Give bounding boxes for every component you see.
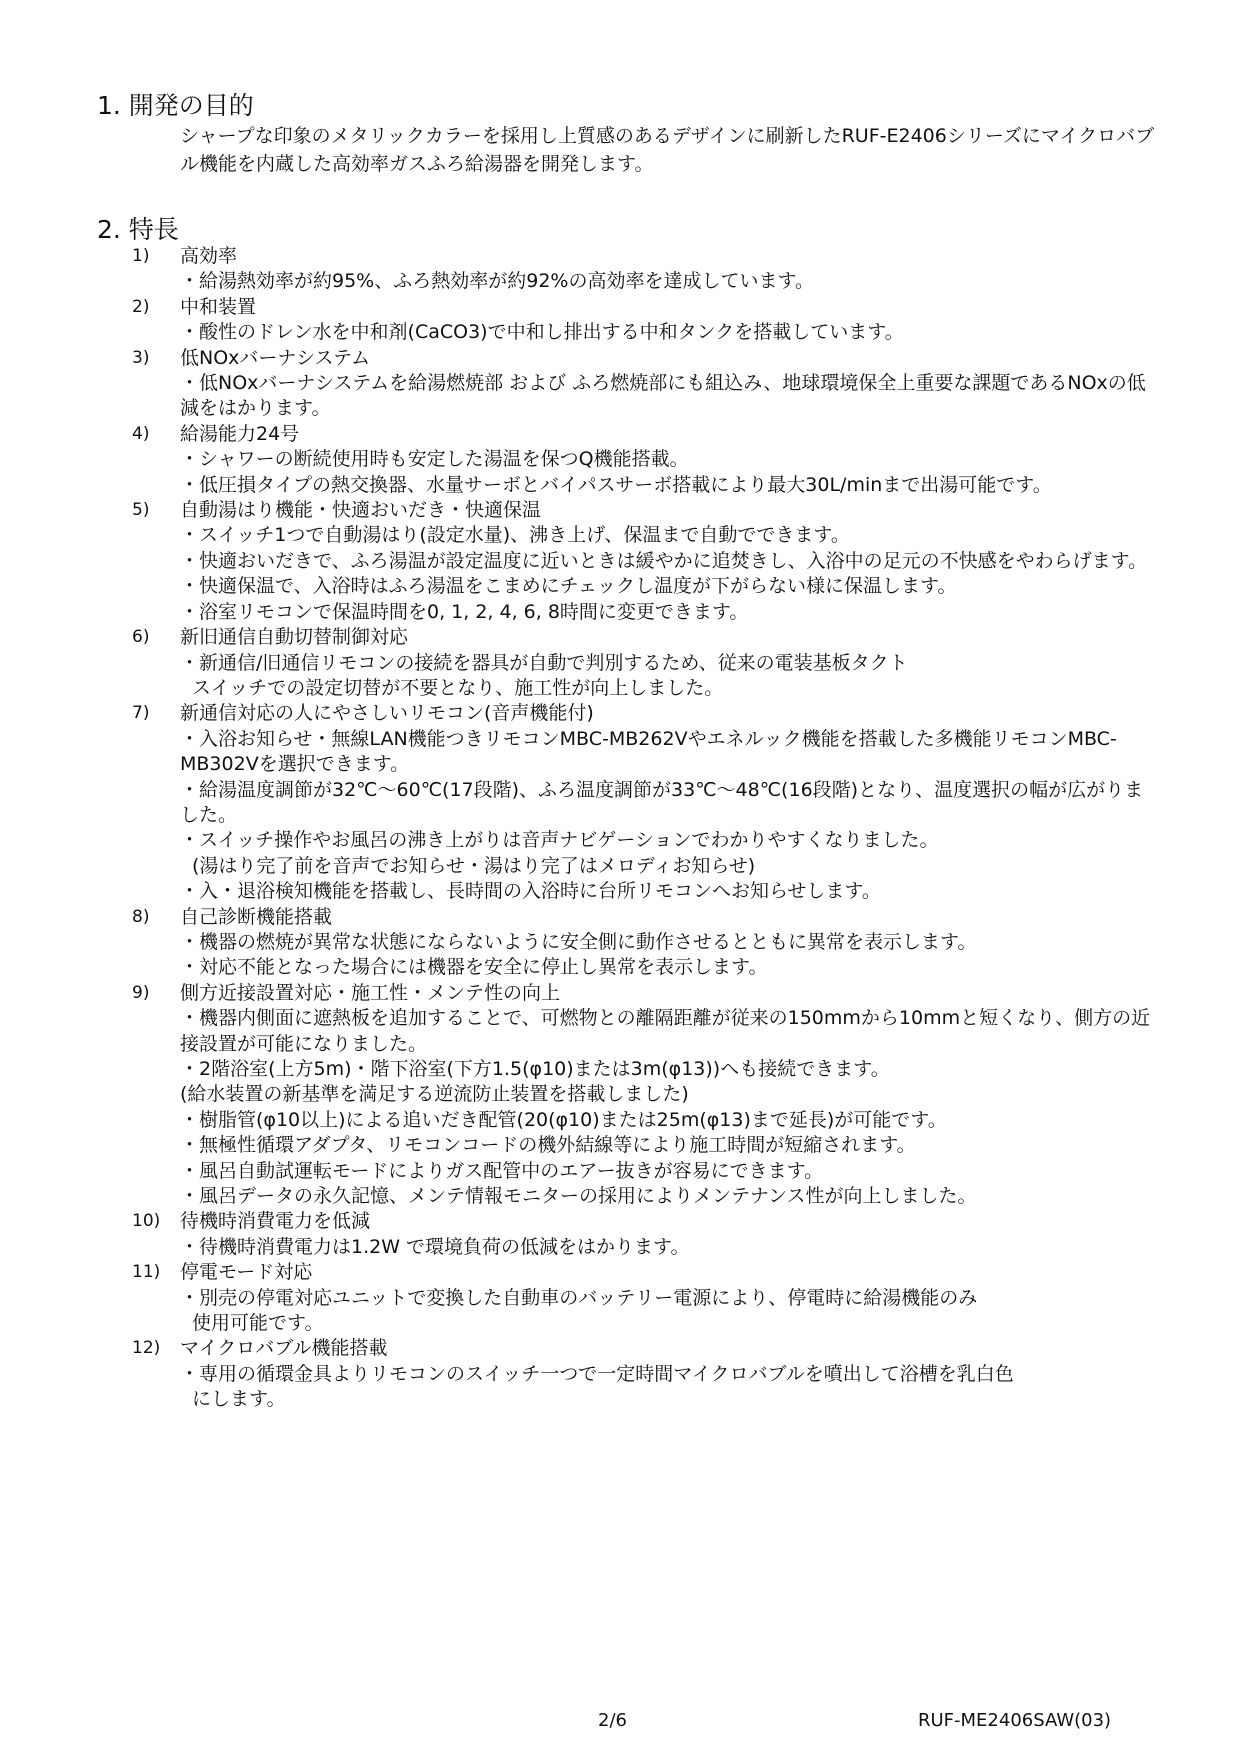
document-code: RUF-ME2406SAW(03) [918, 1710, 1112, 1731]
feature-detail: ・低圧損タイプの熱交換器、水量サーボとバイパスサーボ搭載により最大30L/minまで出湯可能です。 [180, 473, 1052, 496]
feature-item-10 [132, 1209, 1162, 1260]
feature-title: 自動湯はり機能・快適おいだき・快適保温 [180, 499, 542, 522]
feature-item-7 [132, 701, 1162, 904]
feature-detail: ・給湯温度調節が32℃～60℃(17段階)、ふろ温度調節が33℃～48℃(16段階)となり、温度選択の幅が広がりました。 [180, 778, 1144, 826]
feature-detail: ・待機時消費電力は1.2W で環境負荷の低減をはかります。 [180, 1235, 690, 1258]
feature-detail: (湯はり完了前を音声でお知らせ・湯はり完了はメロディお知らせ) [192, 854, 756, 877]
feature-detail: ・2階浴室(上方5m)・階下浴室(下方1.5(φ10)または3m(φ13))へも接続できます。 [180, 1058, 890, 1080]
feature-detail: (給水装置の新基準を満足する逆流防止装置を搭載しました) [180, 1083, 689, 1106]
feature-number: 11) [132, 1262, 161, 1283]
feature-detail: ・対応不能となった場合には機器を安全に停止し異常を表示します。 [180, 956, 768, 979]
feature-detail: 使用可能です。 [192, 1312, 324, 1335]
feature-number: 10) [132, 1211, 161, 1232]
feature-detail: ・スイッチ1つで自動湯はり(設定水量)、沸き上げ、保温まで自動でできます。 [180, 524, 850, 547]
feature-item-8 [132, 905, 1162, 981]
feature-detail: ・給湯熱効率が約95%、ふろ熱効率が約92%の高効率を達成しています。 [180, 270, 814, 293]
feature-detail: ・浴室リモコンで保温時間を0, 1, 2, 4, 6, 8時間に変更できます。 [180, 600, 749, 623]
feature-item-11 [132, 1260, 1162, 1336]
feature-item-3 [132, 346, 1162, 422]
feature-title: 停電モード対応 [180, 1261, 313, 1284]
page-number: 2/6 [598, 1710, 627, 1731]
feature-detail: スイッチでの設定切替が不要となり、施工性が向上しました。 [192, 676, 724, 699]
section-2-title: 2. 特長 [97, 215, 179, 244]
feature-title: 自己診断機能搭載 [180, 905, 333, 928]
feature-title: 高効率 [180, 245, 238, 267]
section-1-title: 1. 開発の目的 [97, 91, 254, 120]
feature-detail: ・風呂データの永久記憶、メンテ情報モニターの採用によりメンテナンス性が向上しました。 [180, 1185, 977, 1208]
feature-detail: ・機器内側面に遮熱板を追加することで、可燃物との離隔距離が従来の150mmから10mmと短くなり、側方の近接設置が可能になりました。 [180, 1007, 1151, 1055]
feature-detail: ・酸性のドレン水を中和剤(CaCO3)で中和し排出する中和タンクを搭載しています。 [180, 321, 904, 344]
feature-title: 中和装置 [180, 295, 257, 318]
feature-list [132, 244, 1162, 1413]
feature-number: 9) [132, 982, 150, 1003]
feature-detail: ・スイッチ操作やお風呂の沸き上がりは音声ナビゲーションでわかりやすくなりました。 [180, 829, 939, 852]
feature-title: 低NOxバーナシステム [180, 346, 371, 369]
feature-number: 3) [132, 347, 150, 368]
feature-item-5 [132, 498, 1162, 625]
feature-number: 1) [132, 246, 150, 266]
feature-number: 4) [132, 423, 150, 444]
feature-detail: ・快適保温で、入浴時はふろ湯温をこまめにチェックし温度が下がらない様に保温します。 [180, 575, 957, 598]
feature-title: マイクロバブル機能搭載 [180, 1337, 388, 1360]
feature-detail: ・入・退浴検知機能を搭載し、長時間の入浴時に台所リモコンへお知らせします。 [180, 880, 881, 903]
feature-detail: ・シャワーの断続使用時も安定した湯温を保つQ機能搭載。 [180, 448, 689, 471]
feature-detail: ・快適おいだきで、ふろ湯温が設定温度に近いときは緩やかに追焚きし、入浴中の足元の不快感をやわらげます。 [180, 549, 1148, 572]
feature-detail: にします。 [192, 1388, 286, 1411]
feature-detail: ・無極性循環アダプタ、リモコンコードの機外結線等により施工時間が短縮されます。 [180, 1134, 916, 1157]
feature-title: 給湯能力24号 [180, 422, 300, 445]
feature-item-2 [132, 295, 1162, 346]
feature-detail: ・専用の循環金具よりリモコンのスイッチ一つで一定時間マイクロバブルを噴出して浴槽を乳白色 [180, 1362, 1014, 1385]
feature-number: 2) [132, 296, 150, 317]
feature-detail: ・機器の燃焼が異常な状態にならないように安全側に動作させるとともに異常を表示します。 [180, 930, 977, 953]
feature-title: 側方近接設置対応・施工性・メンテ性の向上 [180, 981, 561, 1004]
feature-title: 新旧通信自動切替制御対応 [180, 626, 409, 649]
feature-item-12 [132, 1336, 1162, 1412]
feature-detail: ・風呂自動試運転モードによりガス配管中のエアー抜きが容易にできます。 [180, 1159, 824, 1182]
feature-detail: ・樹脂管(φ10以上)による追いだき配管(20(φ10)または25m(φ13)まで延長)が可能です。 [180, 1108, 947, 1131]
feature-number: 6) [132, 627, 150, 648]
feature-detail: ・別売の停電対応ユニットで変換した自動車のバッテリー電源により、停電時に給湯機能のみ [180, 1286, 978, 1309]
purpose-text: シャープな印象のメタリックカラーを採用し上質感のあるデザインに刷新したRUF-E2406シリーズにマイクロバブル機能を内蔵した高効率ガスふろ給湯器を開発します。 [180, 125, 1155, 175]
feature-detail: ・低NOxバーナシステムを給湯燃焼部 および ふろ燃焼部にも組込み、地球環境保全上重要な課題であるNOxの低減をはかります。 [180, 372, 1146, 420]
feature-number: 7) [132, 703, 150, 724]
feature-number: 5) [132, 500, 150, 521]
feature-detail: ・入浴お知らせ・無線LAN機能つきリモコンMBC-MB262Vやエネルック機能を搭載した多機能リモコンMBC-MB302Vを選択できます。 [180, 727, 1117, 776]
feature-item-9 [132, 981, 1162, 1210]
feature-detail: ・新通信/旧通信リモコンの接続を器具が自動で判別するため、従来の電装基板タクト [180, 651, 908, 674]
feature-item-4 [132, 422, 1162, 498]
feature-title: 待機時消費電力を低減 [180, 1210, 371, 1233]
feature-number: 12) [132, 1338, 161, 1359]
feature-item-1 [132, 244, 1162, 295]
feature-number: 8) [132, 906, 150, 927]
feature-title: 新通信対応の人にやさしいリモコン(音声機能付) [180, 702, 594, 725]
feature-item-6 [132, 625, 1162, 701]
